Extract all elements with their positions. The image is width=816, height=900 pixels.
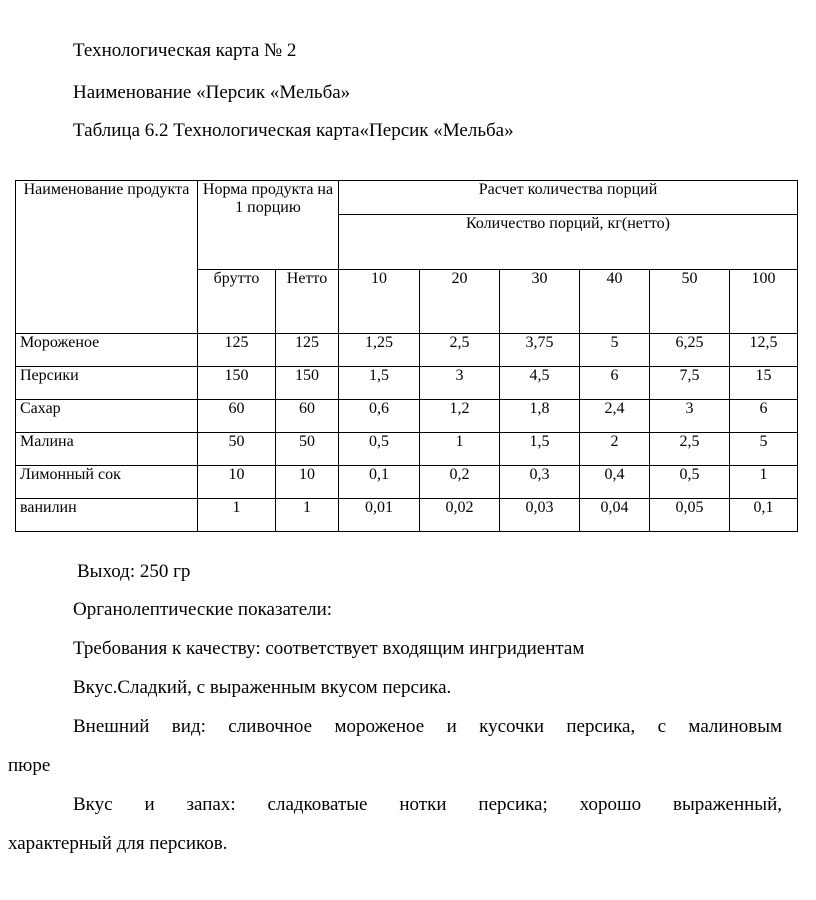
organoleptic-heading: Органолептические показатели: — [73, 599, 333, 620]
table-row — [16, 367, 798, 400]
portion-value: 3 — [420, 367, 500, 400]
portion-value: 0,1 — [730, 499, 798, 532]
header-portion: 100 — [730, 270, 798, 334]
portion-value: 1,5 — [500, 433, 580, 466]
product-name: Мороженое — [16, 334, 198, 367]
netto-value: 50 — [276, 433, 339, 466]
appearance-line-1: Внешний вид: сливочное мороженое и кусочки персика, с малиновым — [73, 716, 782, 737]
product-name: Сахар — [16, 400, 198, 433]
smell-line-2: характерный для персиков. — [8, 833, 228, 854]
netto-value: 125 — [276, 334, 339, 367]
portion-value: 0,05 — [650, 499, 730, 532]
portion-value: 1,5 — [339, 367, 420, 400]
appearance-line-2: пюре — [8, 755, 51, 776]
brutto-value: 150 — [198, 367, 276, 400]
brutto-value: 125 — [198, 334, 276, 367]
portion-value: 5 — [730, 433, 798, 466]
portion-value: 1,2 — [420, 400, 500, 433]
portion-value: 2 — [580, 433, 650, 466]
quality-requirements: Требования к качеству: соответствует входящим ингридиентам — [73, 638, 585, 659]
portion-value: 0,1 — [339, 466, 420, 499]
header-brutto: брутто — [198, 270, 276, 334]
portion-value: 12,5 — [730, 334, 798, 367]
table-caption: Таблица 6.2 Технологическая карта«Персик «Мельба» — [73, 120, 514, 141]
portion-value: 1,8 — [500, 400, 580, 433]
portion-value: 2,5 — [650, 433, 730, 466]
portion-value: 6,25 — [650, 334, 730, 367]
portion-value: 0,04 — [580, 499, 650, 532]
portion-value: 0,3 — [500, 466, 580, 499]
brutto-value: 1 — [198, 499, 276, 532]
portion-value: 6 — [730, 400, 798, 433]
header-portion: 30 — [500, 270, 580, 334]
portion-value: 0,02 — [420, 499, 500, 532]
document-title: Технологическая карта № 2 — [73, 40, 297, 61]
portion-value: 0,01 — [339, 499, 420, 532]
portion-value: 0,4 — [580, 466, 650, 499]
table-row — [16, 400, 798, 433]
portion-value: 3,75 — [500, 334, 580, 367]
netto-value: 1 — [276, 499, 339, 532]
smell-line-1: Вкус и запах: сладковатые нотки персика; хорошо выраженный, — [73, 794, 782, 815]
header-portion: 50 — [650, 270, 730, 334]
header-portion: 10 — [339, 270, 420, 334]
header-portion: 20 — [420, 270, 500, 334]
header-norm: Норма продукта на 1 порцию — [198, 181, 339, 270]
brutto-value: 50 — [198, 433, 276, 466]
table-row — [16, 466, 798, 499]
portion-value: 1,25 — [339, 334, 420, 367]
portion-value: 0,5 — [339, 433, 420, 466]
header-product-name: Наименование продукта — [16, 181, 198, 334]
portion-value: 4,5 — [500, 367, 580, 400]
table-row — [16, 433, 798, 466]
header-portion-count: Количество порций, кг(нетто) — [339, 215, 798, 270]
portion-value: 5 — [580, 334, 650, 367]
portion-value: 0,2 — [420, 466, 500, 499]
brutto-value: 60 — [198, 400, 276, 433]
portion-value: 2,4 — [580, 400, 650, 433]
portion-value: 1 — [730, 466, 798, 499]
portion-value: 15 — [730, 367, 798, 400]
dish-name: Наименование «Персик «Мельба» — [73, 82, 351, 103]
portion-value: 0,5 — [650, 466, 730, 499]
product-name: ванилин — [16, 499, 198, 532]
portion-value: 0,03 — [500, 499, 580, 532]
table-row — [16, 499, 798, 532]
portion-value: 3 — [650, 400, 730, 433]
taste-description: Вкус.Сладкий, с выраженным вкусом персика. — [73, 677, 452, 698]
netto-value: 10 — [276, 466, 339, 499]
portion-value: 2,5 — [420, 334, 500, 367]
portion-value: 6 — [580, 367, 650, 400]
header-portion: 40 — [580, 270, 650, 334]
tech-card-table — [15, 180, 798, 532]
product-name: Малина — [16, 433, 198, 466]
netto-value: 60 — [276, 400, 339, 433]
table-row — [16, 334, 798, 367]
product-name: Лимонный сок — [16, 466, 198, 499]
portion-value: 7,5 — [650, 367, 730, 400]
portion-value: 0,6 — [339, 400, 420, 433]
netto-value: 150 — [276, 367, 339, 400]
header-calc: Расчет количества порций — [339, 181, 798, 215]
brutto-value: 10 — [198, 466, 276, 499]
portion-value: 1 — [420, 433, 500, 466]
output-yield: Выход: 250 гр — [77, 561, 191, 582]
header-netto: Нетто — [276, 270, 339, 334]
product-name: Персики — [16, 367, 198, 400]
